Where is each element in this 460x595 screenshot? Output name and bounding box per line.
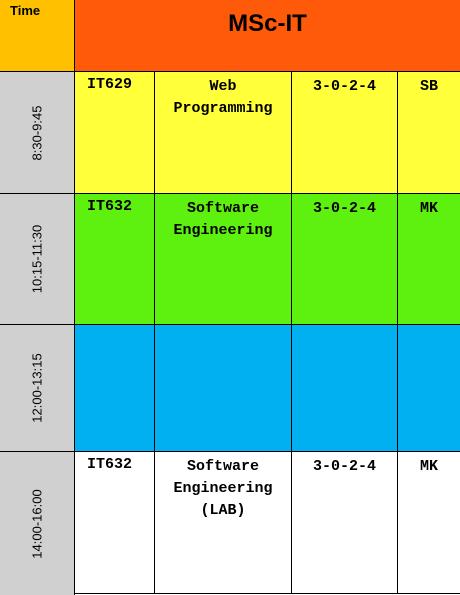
course-name-cell-4 <box>155 452 292 594</box>
credits-1: 3-0-2-4 <box>312 78 376 95</box>
course-name-1-line1: Web <box>209 78 237 95</box>
time-header-label: Time <box>10 3 41 18</box>
course-code-2: IT632 <box>87 198 133 215</box>
course-name-4 <box>155 456 291 522</box>
credits-2: 3-0-2-4 <box>312 200 376 217</box>
course-code-cell-3 <box>75 325 155 452</box>
time-slot-2 <box>0 194 75 325</box>
course-name-cell-1 <box>155 72 292 194</box>
course-code-4: IT632 <box>87 456 133 473</box>
course-code-cell-4 <box>75 452 155 594</box>
course-name-2-line1: Software <box>186 200 259 217</box>
course-name-2 <box>155 198 291 242</box>
time-slot-4-label: 14:00-16:00 <box>29 488 45 559</box>
time-slot-1-label: 8:30-9:45 <box>29 105 45 160</box>
time-slot-1 <box>0 72 75 194</box>
course-name-cell-2 <box>155 194 292 325</box>
credits-cell-2 <box>292 194 398 325</box>
course-name-cell-3 <box>155 325 292 452</box>
time-header-cell <box>0 0 75 72</box>
course-code-cell-2 <box>75 194 155 325</box>
faculty-cell-3 <box>398 325 460 452</box>
faculty-1: SB <box>419 78 438 95</box>
faculty-cell-4 <box>398 452 460 594</box>
faculty-2: MK <box>419 200 438 217</box>
time-slot-4 <box>0 452 75 595</box>
time-slot-3-label: 12:00-13:15 <box>29 353 45 423</box>
course-code-cell-1 <box>75 72 155 194</box>
time-slot-2-label: 10:15-11:30 <box>29 224 45 294</box>
faculty-cell-1 <box>398 72 460 194</box>
course-name-1-line2: Programming <box>173 100 273 117</box>
credits-cell-1 <box>292 72 398 194</box>
course-name-1 <box>155 76 291 120</box>
course-name-2-line2: Engineering <box>173 222 273 239</box>
course-name-4-line3: (LAB) <box>200 502 246 519</box>
time-slot-3 <box>0 325 75 452</box>
course-name-4-line1: Software <box>186 458 259 475</box>
program-title-cell <box>75 0 460 72</box>
faculty-4: MK <box>419 458 438 475</box>
credits-cell-3 <box>292 325 398 452</box>
faculty-cell-2 <box>398 194 460 325</box>
course-name-4-line2: Engineering <box>173 480 273 497</box>
program-title: MSc-IT <box>228 10 307 37</box>
course-code-1: IT629 <box>87 76 133 93</box>
credits-4: 3-0-2-4 <box>312 458 376 475</box>
credits-cell-4 <box>292 452 398 594</box>
